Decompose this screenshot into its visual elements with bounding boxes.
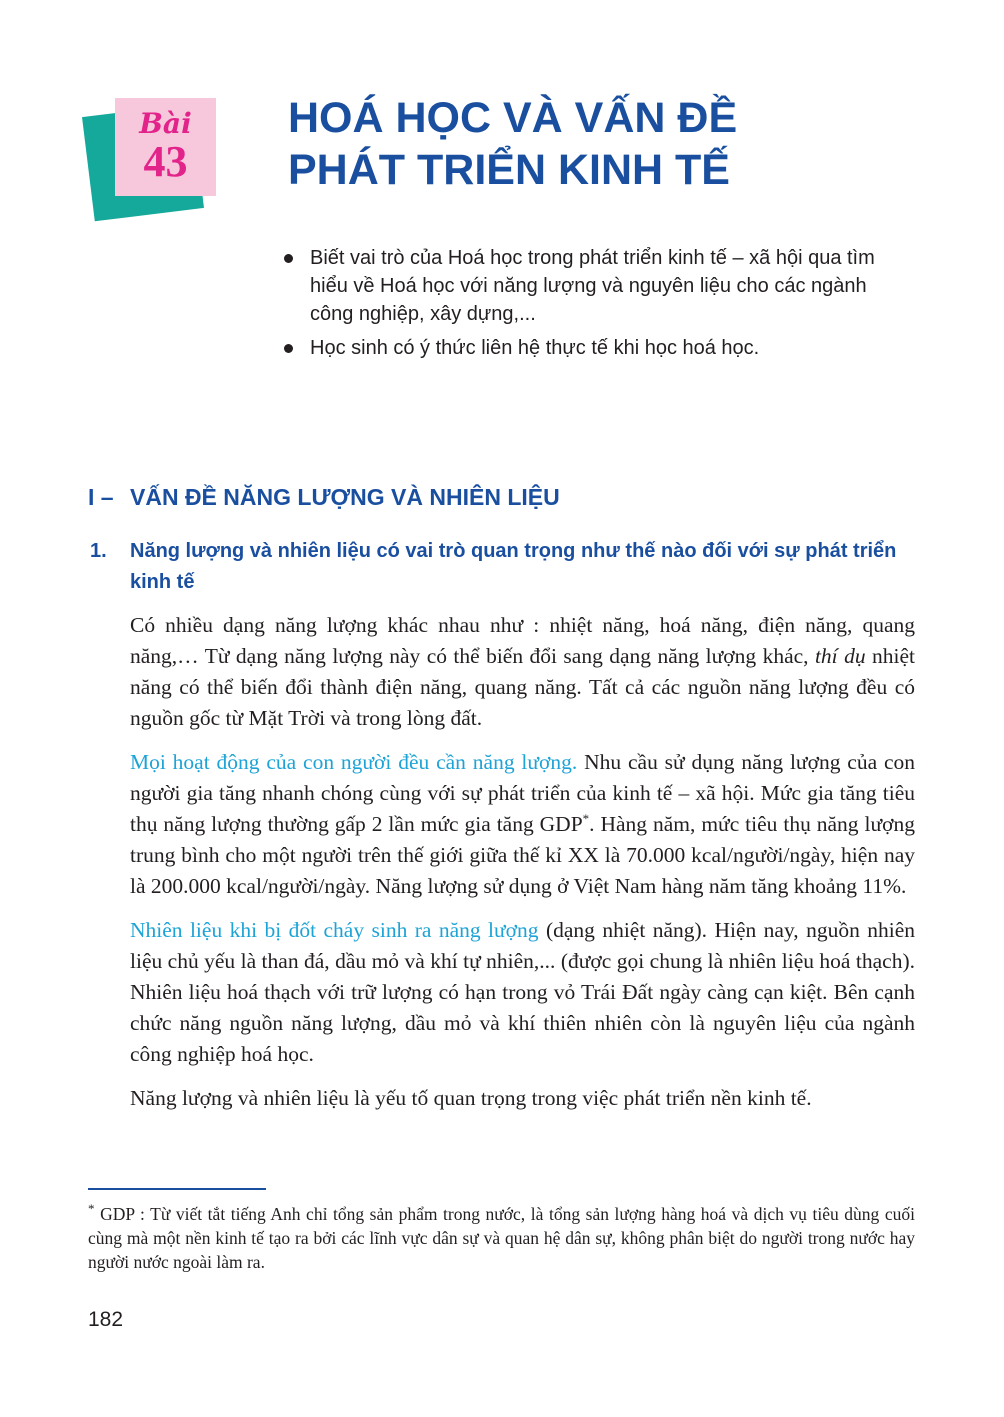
paragraph-text: (dạng nhiệt năng). Hiện nay, nguồn nhiên liệu chủ yếu là than đá, dầu mỏ và khí tự nhiên,... (được gọi chung là nhiên liệu hoá thạch). Nhiên liệu hoá thạch với trữ lượng có hạn trong vỏ Trái Đất ngày càng cạn kiệt. Bên cạnh chức năng nguồn năng lượng, dầu mỏ và khí thiên nhiên còn là nguyên liệu của ngành công nghiệp hoá học.: [130, 918, 916, 1066]
bullet-icon: [284, 344, 293, 353]
objective-text: Học sinh có ý thức liên hệ thực tế khi học hoá học.: [310, 337, 760, 359]
body-text: [130, 610, 915, 1127]
section-title: VẤN ĐỀ NĂNG LƯỢNG VÀ NHIÊN LIỆU: [130, 484, 560, 510]
objective-item: [282, 334, 902, 362]
footnote-reference: *: [582, 810, 590, 826]
footnote-marker: *: [88, 1201, 95, 1217]
paragraph-text: . Hàng năm, mức tiêu thụ năng lượng trung bình cho một người trên thế giới giữa thế kỉ XX là 70.000 kcal/người/ngày, hiện nay là 200.000 kcal/người/ngày. Năng lượng sử dụng ở Việt Nam hàng năm tăng khoảng 11%.: [130, 812, 915, 898]
subsection-heading: [90, 536, 930, 598]
footnote: [88, 1202, 915, 1274]
lesson-title-line2: PHÁT TRIỂN KINH TẾ: [288, 146, 730, 194]
highlighted-statement: Mọi hoạt động của con người đều cần năng lượng.: [130, 750, 578, 774]
lesson-badge-word: Bài: [139, 107, 192, 140]
paragraph-text: nhiệt năng có thể biến đổi thành điện năng, quang năng. Tất cả các nguồn năng lượng đều có nguồn gốc từ Mặt Trời và trong lòng đất.: [130, 644, 915, 730]
subsection-number: 1.: [90, 540, 107, 562]
lesson-title: [288, 92, 908, 196]
paragraph-fuels: [130, 915, 915, 1070]
paragraph-conclusion: Năng lượng và nhiên liệu là yếu tố quan trọng trong việc phát triển nền kinh tế.: [130, 1086, 812, 1110]
lesson-badge: [115, 98, 216, 196]
lesson-badge-number: 43: [143, 137, 188, 186]
footnote-divider: [88, 1188, 266, 1190]
section-number: I –: [88, 484, 114, 510]
paragraph-energy-forms: [130, 610, 915, 734]
footnote-text: GDP : Từ viết tắt tiếng Anh chỉ tổng sản phẩm trong nước, là tổng sản lượng hàng hoá và dịch vụ tiêu dùng cuối cùng mà một nền kinh tế tạo ra bởi các lĩnh vực dân sự và quan hệ dân sự, không phân biệt do người trong nước hay người nước ngoài làm ra.: [88, 1204, 916, 1272]
example-italic: thí dụ: [814, 644, 866, 668]
objective-text: Biết vai trò của Hoá học trong phát triển kinh tế – xã hội qua tìm hiểu về Hoá học với năng lượng và nguyên liệu cho các ngành công nghiệp, xây dựng,...: [310, 247, 875, 325]
paragraph-text: Có nhiều dạng năng lượng khác nhau như : nhiệt năng, hoá năng, điện năng, quang năng,… Từ dạng năng lượng này có thể biến đổi sang dạng năng lượng khác,: [130, 613, 915, 668]
section-heading: [88, 484, 560, 511]
paragraph-text: Nhu cầu sử dụng năng lượng của con người gia tăng nhanh chóng cùng với sự phát triển của kinh tế – xã hội. Mức gia tăng tiêu thụ năng lượng thường gấp 2 lần mức gia tăng GDP: [130, 750, 916, 836]
highlighted-statement: Nhiên liệu khi bị đốt cháy sinh ra năng lượng: [130, 918, 539, 942]
objective-item: [282, 244, 902, 328]
paragraph-energy-demand: [130, 747, 915, 902]
lesson-title-line1: HOÁ HỌC VÀ VẤN ĐỀ: [288, 94, 738, 142]
bullet-icon: [284, 254, 293, 263]
subsection-title: Năng lượng và nhiên liệu có vai trò quan trọng như thế nào đối với sự phát triển kinh tế: [130, 540, 897, 593]
learning-objectives: [282, 244, 902, 368]
page-number: 182: [88, 1308, 124, 1331]
